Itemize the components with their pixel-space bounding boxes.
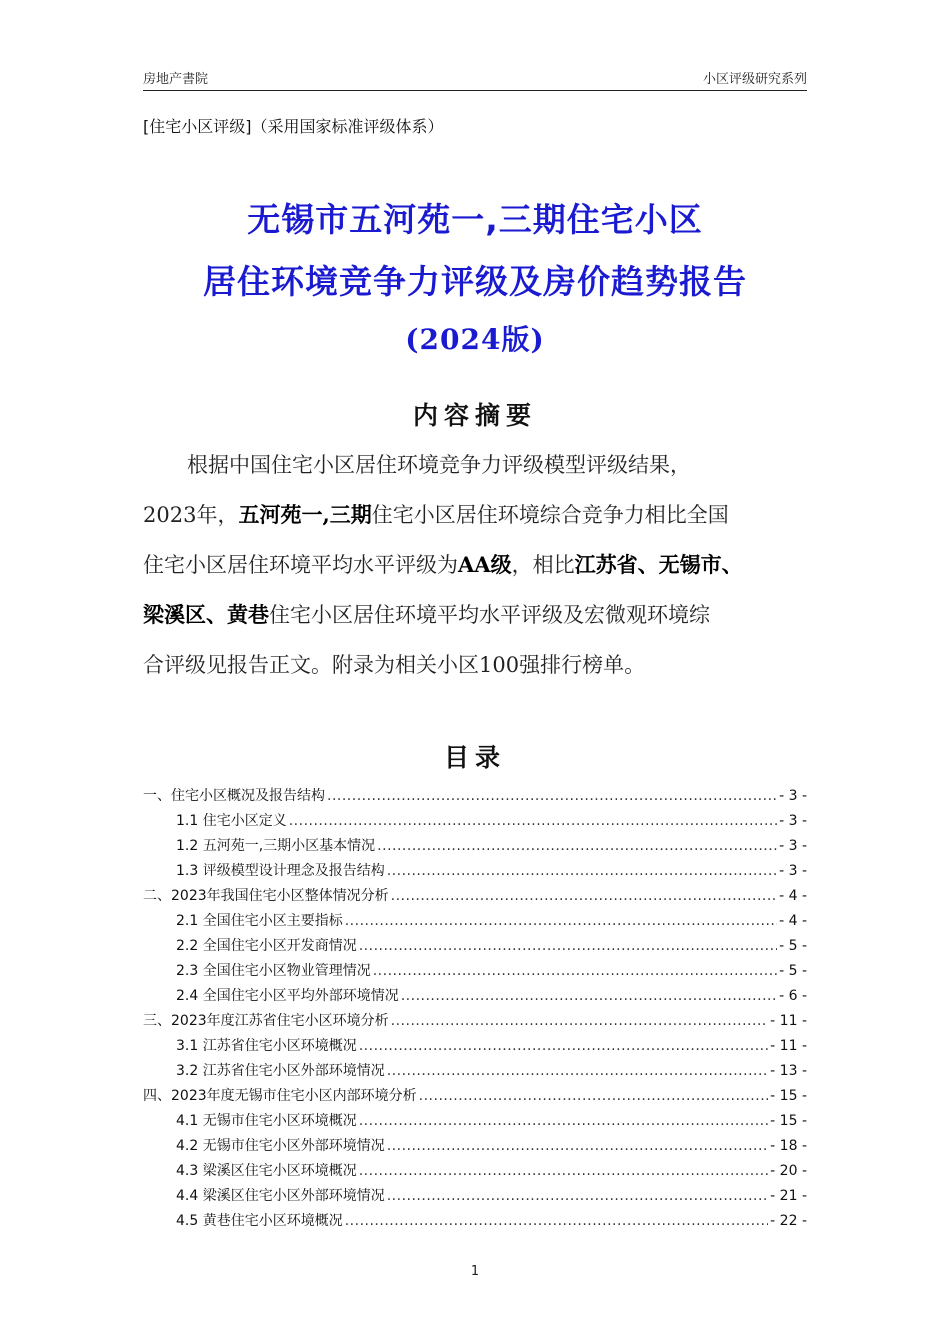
toc-entry[interactable]: 1.1 住宅小区定义 ..... - 3 -: [143, 809, 807, 834]
abstract-text: ，相比: [511, 553, 575, 577]
page-number: 1: [470, 1264, 480, 1279]
abstract-line-4: [143, 590, 813, 640]
abstract-text: 根据中国住宅小区居住环境竞争力评级模型评级结果，: [187, 453, 691, 477]
abstract-regions: 梁溪区、黄巷: [143, 602, 269, 627]
toc-entry[interactable]: 四、2023年度无锡市住宅小区内部环境分析 ..... - 15 -: [143, 1084, 807, 1109]
toc-entry[interactable]: 3.2 江苏省住宅小区外部环境情况 ..... - 13 -: [143, 1059, 807, 1084]
abstract-community-name: 五河苑一,三期: [238, 502, 372, 527]
abstract-line-3: [143, 540, 813, 590]
abstract-regions: 江苏省、无锡市、: [574, 552, 743, 577]
abstract-line-5: [143, 640, 813, 690]
toc-entry[interactable]: 2.4 全国住宅小区平均外部环境情况 ..... - 6 -: [143, 984, 807, 1009]
report-edition: (2024版): [405, 323, 545, 356]
abstract-text: 住宅小区居住环境平均水平评级及宏微观环境综: [269, 603, 710, 627]
table-of-contents: [143, 784, 807, 1234]
toc-heading: 目录: [443, 743, 506, 772]
toc-entry[interactable]: 三、2023年度江苏省住宅小区环境分析 ..... - 11 -: [143, 1009, 807, 1034]
header-series: 小区评级研究系列: [702, 72, 807, 87]
abstract-line-1: [143, 440, 813, 490]
toc-entry[interactable]: 4.1 无锡市住宅小区环境概况 ..... - 15 -: [143, 1109, 807, 1134]
abstract-text: 住宅小区居住环境平均水平评级为: [143, 553, 458, 577]
report-category: [住宅小区评级]（采用国家标准评级体系）: [143, 117, 444, 136]
abstract-line-2: [143, 490, 813, 540]
abstract-text: 住宅小区居住环境综合竞争力相比全国: [371, 503, 729, 527]
toc-entry[interactable]: 1.2 五河苑一,三期小区基本情况 ..... - 3 -: [143, 834, 807, 859]
toc-entry[interactable]: 二、2023年我国住宅小区整体情况分析 ..... - 4 -: [143, 884, 807, 909]
header-publisher: 房地产書院: [143, 72, 209, 87]
abstract-rating: AA级: [458, 552, 512, 577]
toc-entry[interactable]: 4.4 梁溪区住宅小区外部环境情况 ..... - 21 -: [143, 1184, 807, 1209]
toc-entry[interactable]: 一、住宅小区概况及报告结构 ..... - 3 -: [143, 784, 807, 809]
toc-entry[interactable]: 2.2 全国住宅小区开发商情况 ..... - 5 -: [143, 934, 807, 959]
abstract-text: 合评级见报告正文。附录为相关小区100强排行榜单。: [143, 653, 646, 677]
abstract-body: [143, 440, 813, 690]
toc-entry[interactable]: 4.3 梁溪区住宅小区环境概况 ..... - 20 -: [143, 1159, 807, 1184]
abstract-text: 2023年，: [143, 503, 239, 527]
toc-entry[interactable]: 2.3 全国住宅小区物业管理情况 ..... - 5 -: [143, 959, 807, 984]
report-title-line-1: 无锡市五河苑一,三期住宅小区: [247, 200, 703, 239]
toc-entry[interactable]: 2.1 全国住宅小区主要指标 ..... - 4 -: [143, 909, 807, 934]
toc-entry[interactable]: 4.2 无锡市住宅小区外部环境情况 ..... - 18 -: [143, 1134, 807, 1159]
abstract-heading: 内容摘要: [412, 401, 537, 430]
toc-entry[interactable]: 4.5 黄巷住宅小区环境概况 ..... - 22 -: [143, 1209, 807, 1234]
page-header: [143, 66, 807, 91]
report-title-line-2: 居住环境竞争力评级及房价趋势报告: [203, 262, 747, 301]
toc-entry[interactable]: 1.3 评级模型设计理念及报告结构 ..... - 3 -: [143, 859, 807, 884]
toc-entry[interactable]: 3.1 江苏省住宅小区环境概况 ..... - 11 -: [143, 1034, 807, 1059]
